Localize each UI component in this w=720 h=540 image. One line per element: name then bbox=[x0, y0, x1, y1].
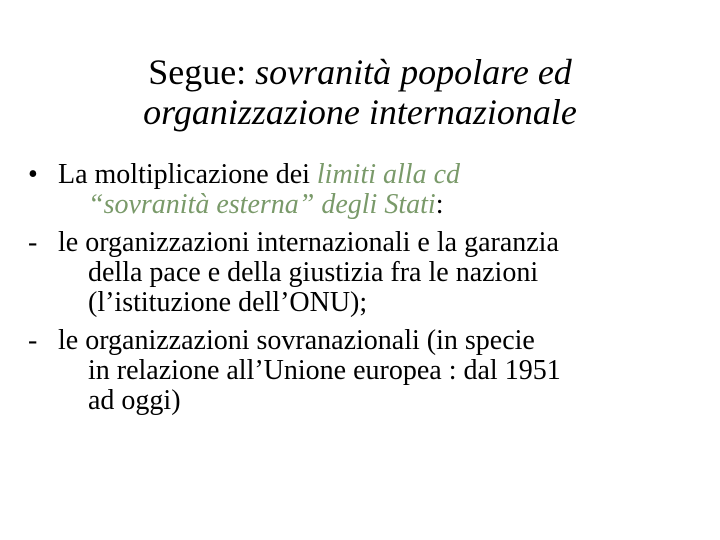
title-italic-1: sovranità popolare ed bbox=[255, 52, 572, 92]
title-line-2: organizzazione internazionale bbox=[143, 92, 577, 132]
bullet-item-1 bbox=[28, 160, 708, 220]
dash-1-line-1: le organizzazioni internazionali e la garanzia bbox=[58, 227, 559, 258]
bullet-1-plain-text: La moltiplicazione dei bbox=[58, 159, 317, 190]
bullet-1-line-1 bbox=[58, 160, 708, 190]
dash-marker: - bbox=[28, 325, 38, 356]
dash-2-line-1: le organizzazioni sovranazionali (in specie bbox=[58, 325, 535, 356]
dash-item-2 bbox=[28, 326, 708, 416]
bullet-marker: • bbox=[28, 159, 38, 190]
slide-body bbox=[28, 160, 708, 416]
bullet-1-suffix: : bbox=[435, 189, 444, 220]
bullet-1-highlight-1: limiti alla cd bbox=[316, 159, 461, 190]
bullet-1-line-2 bbox=[88, 190, 708, 220]
dash-2-line-3: ad oggi) bbox=[88, 385, 181, 416]
title-prefix: Segue: bbox=[148, 52, 256, 92]
title-line-1 bbox=[60, 52, 660, 92]
bullet-1-highlight-2: “sovranità esterna” degli Stati bbox=[88, 189, 436, 220]
dash-1-line-2: della pace e della giustizia fra le nazioni bbox=[88, 257, 539, 288]
dash-item-1 bbox=[28, 228, 708, 318]
slide-title bbox=[60, 52, 660, 132]
dash-marker: - bbox=[28, 227, 38, 258]
dash-2-line-2: in relazione all’Unione europea : dal 1951 bbox=[88, 355, 561, 386]
dash-1-line-3: (l’istituzione dell’ONU); bbox=[88, 287, 368, 318]
